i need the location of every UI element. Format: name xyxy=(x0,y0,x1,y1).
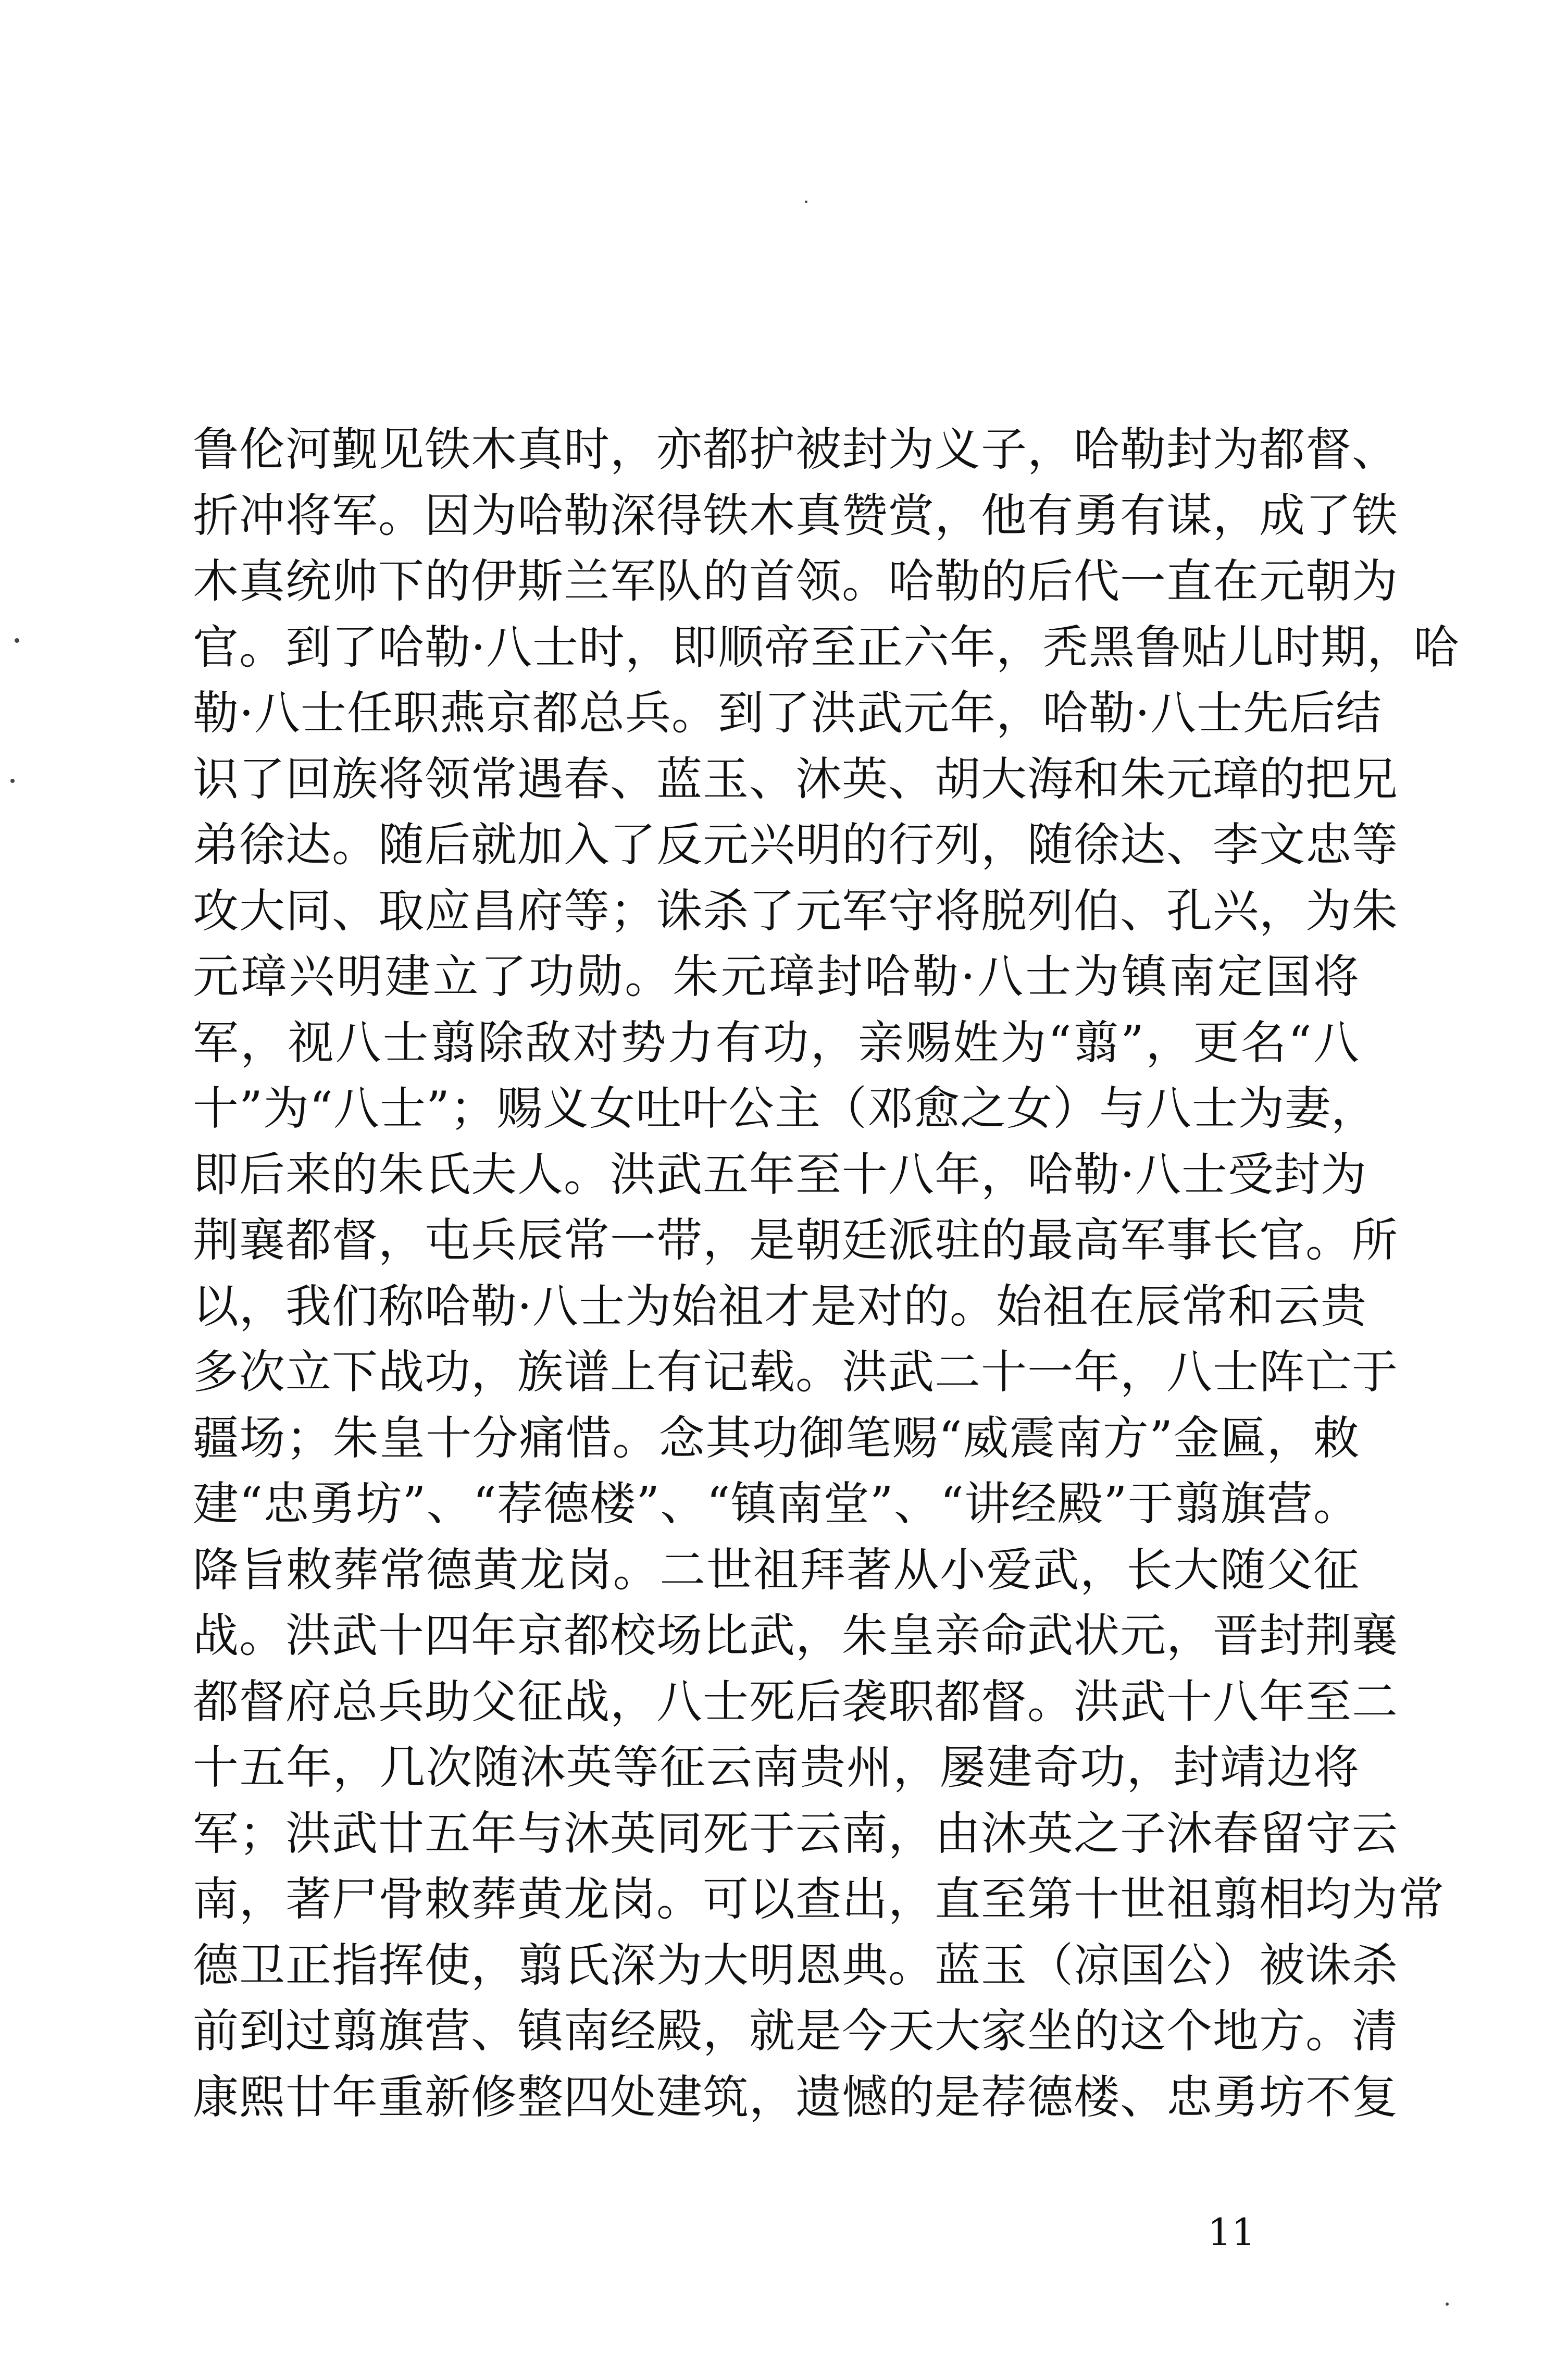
text-line: 前到过翦旗营、镇南经殿，就是今天大家坐的这个地方。清 xyxy=(193,2004,1399,2058)
text-line: 南，著尸骨敕葬黄龙岗。可以查出，直至第十世祖翦相均为常 xyxy=(193,1872,1445,1926)
text-line: 疆场；朱皇十分痛惜。念其功御笔赐“威震南方”金匾，敕 xyxy=(193,1411,1360,1465)
text-line: 军；洪武廿五年与沐英同死于云南，由沐英之子沐春留守云 xyxy=(193,1806,1399,1860)
text-line: 识了回族将领常遇春、蓝玉、沐英、胡大海和朱元璋的把兄 xyxy=(193,752,1399,806)
text-line: 德卫正指挥使，翦氏深为大明恩典。蓝玉（凉国公）被诛杀 xyxy=(193,1938,1399,1992)
text-line: 即后来的朱氏夫人。洪武五年至十八年，哈勒·八士受封为 xyxy=(193,1147,1367,1201)
text-line: 战。洪武十四年京都校场比武，朱皇亲命武状元，晋封荆襄 xyxy=(193,1609,1399,1662)
text-line: 木真统帅下的伊斯兰军队的首领。哈勒的后代一直在元朝为 xyxy=(193,554,1399,608)
text-line: 军，视八士翦除敌对势力有功，亲赐姓为“翦”，更名“八 xyxy=(193,1015,1360,1069)
text-line: 建“忠勇坊”、“荐德楼”、“镇南堂”、“讲经殿”于翦旗营。 xyxy=(193,1477,1360,1531)
text-line: 弟徐达。随后就加入了反元兴明的行列，随徐达、李文忠等 xyxy=(193,818,1399,872)
text-line: 以，我们称哈勒·八士为始祖才是对的。始祖在辰常和云贵 xyxy=(193,1279,1367,1333)
text-line: 十五年，几次随沐英等征云南贵州，屡建奇功，封靖边将 xyxy=(193,1740,1360,1794)
scan-speck xyxy=(1446,2303,1449,2306)
text-line: 官。到了哈勒·八士时，即顺帝至正六年，秃黑鲁贴儿时期，哈 xyxy=(193,620,1460,674)
page-number: 11 xyxy=(1208,2210,1255,2254)
text-line: 元璋兴明建立了功勋。朱元璋封哈勒·八士为镇南定国将 xyxy=(193,950,1360,1003)
text-line: 降旨敕葬常德黄龙岗。二世祖拜著从小爱武，长大随父征 xyxy=(193,1542,1360,1597)
text-line: 折冲将军。因为哈勒深得铁木真赞赏，他有勇有谋，成了铁 xyxy=(193,488,1399,542)
scan-speck xyxy=(15,638,19,643)
scan-speck xyxy=(10,779,15,783)
text-line: 攻大同、取应昌府等；诛杀了元军守将脱列伯、孔兴，为朱 xyxy=(193,884,1399,938)
text-line: 荆襄都督，屯兵辰常一带，是朝廷派驻的最高军事长官。所 xyxy=(193,1213,1399,1267)
scan-speck xyxy=(805,201,807,203)
text-line: 都督府总兵助父征战，八士死后袭职都督。洪武十八年至二 xyxy=(193,1674,1399,1728)
text-line: 鲁伦河觐见铁木真时，亦都护被封为义子，哈勒封为都督、 xyxy=(193,422,1399,476)
text-line: 十”为“八士”；赐义女吐叶公主（邓愈之女）与八士为妻， xyxy=(193,1081,1377,1135)
text-line: 勒·八士任职燕京都总兵。到了洪武元年，哈勒·八士先后结 xyxy=(193,686,1382,740)
text-line: 多次立下战功，族谱上有记载。洪武二十一年，八士阵亡于 xyxy=(193,1345,1399,1399)
body-text xyxy=(193,417,1460,2130)
text-line: 康熙廿年重新修整四处建筑，遗憾的是荐德楼、忠勇坊不复 xyxy=(193,2070,1399,2124)
